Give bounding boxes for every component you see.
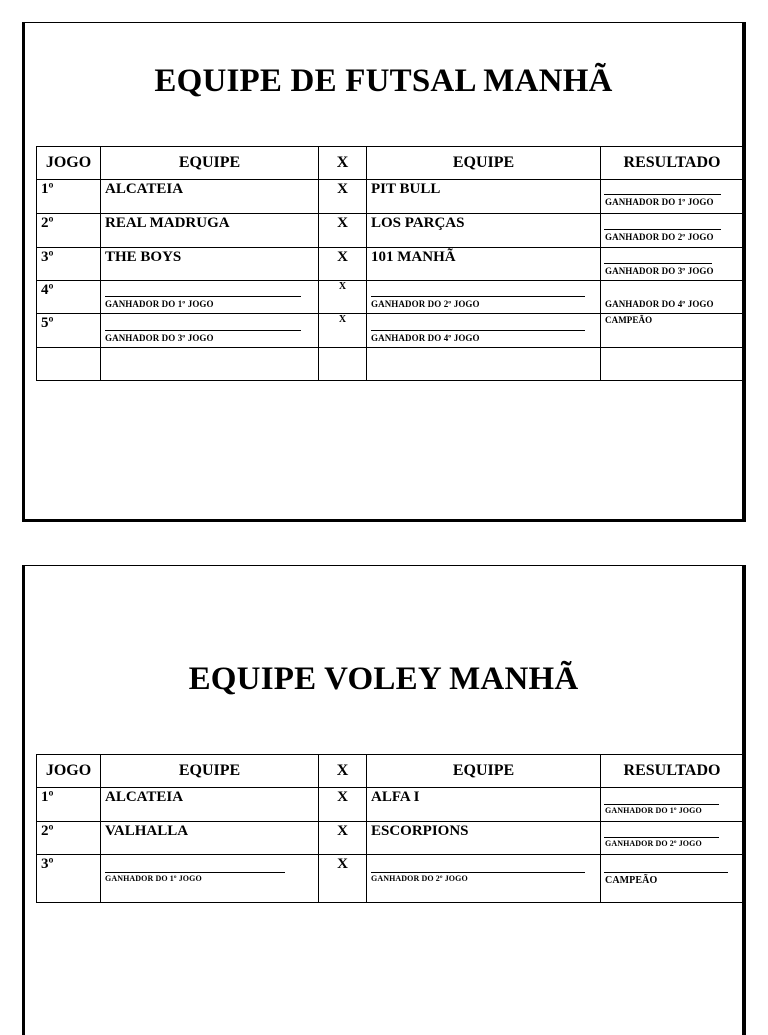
result-blank-line — [604, 194, 721, 195]
game-number: 5º — [41, 315, 54, 331]
table-row — [37, 180, 744, 214]
table-row — [37, 314, 744, 348]
futsal-header-row — [37, 147, 744, 180]
volei-header-row — [37, 755, 744, 788]
result-blank-line — [604, 872, 728, 873]
volei-table — [36, 754, 744, 903]
team-home: THE BOYS — [105, 249, 182, 265]
versus-mark: X — [337, 215, 348, 231]
header-equipe-1: EQUIPE — [101, 147, 319, 180]
team-blank-line — [105, 330, 301, 331]
team-away-caption: GANHADOR DO 2º JOGO — [371, 874, 468, 883]
versus-mark: X — [337, 789, 348, 805]
team-home: REAL MADRUGA — [105, 215, 230, 231]
team-home: VALHALLA — [105, 823, 189, 839]
versus-mark: X — [337, 249, 348, 265]
result-caption: GANHADOR DO 2º JOGO — [605, 232, 714, 242]
game-number: 1º — [41, 789, 54, 805]
result-caption: GANHADOR DO 4º JOGO — [605, 299, 714, 309]
team-away: LOS PARÇAS — [371, 215, 465, 231]
header-x: X — [319, 755, 367, 788]
versus-mark: X — [337, 856, 348, 872]
result-caption: GANHADOR DO 3º JOGO — [605, 266, 714, 276]
team-blank-line — [371, 296, 585, 297]
team-blank-line — [371, 872, 585, 873]
volei-title: EQUIPE VOLEY MANHÃ — [188, 661, 579, 697]
result-caption: GANHADOR DO 2º JOGO — [605, 839, 702, 848]
game-number: 2º — [41, 215, 54, 231]
result-blank-line — [604, 804, 719, 805]
team-away: ALFA I — [371, 789, 420, 805]
table-row — [37, 281, 744, 314]
table-row — [37, 855, 744, 903]
versus-mark: X — [337, 823, 348, 839]
futsal-table — [36, 146, 744, 381]
team-home: ALCATEIA — [105, 181, 184, 197]
futsal-title: EQUIPE DE FUTSAL MANHÃ — [154, 63, 613, 99]
versus-mark: X — [338, 314, 347, 325]
futsal-sheet — [22, 22, 746, 522]
team-away: 101 MANHÃ — [371, 249, 456, 265]
table-row — [37, 214, 744, 248]
result-caption: GANHADOR DO 1º JOGO — [605, 197, 714, 207]
team-blank-line — [105, 872, 285, 873]
header-jogo: JOGO — [37, 755, 101, 788]
team-away: PIT BULL — [371, 181, 441, 197]
versus-mark: X — [337, 181, 348, 197]
header-equipe-2: EQUIPE — [367, 755, 601, 788]
game-number: 3º — [41, 856, 54, 872]
team-away-caption: GANHADOR DO 2º JOGO — [371, 299, 480, 309]
header-resultado: RESULTADO — [601, 147, 744, 180]
table-row — [37, 822, 744, 855]
table-row-empty — [37, 348, 744, 381]
team-blank-line — [371, 330, 585, 331]
header-equipe-1: EQUIPE — [101, 755, 319, 788]
game-number: 3º — [41, 249, 54, 265]
versus-mark: X — [338, 281, 347, 292]
header-resultado: RESULTADO — [601, 755, 744, 788]
team-away-caption: GANHADOR DO 4º JOGO — [371, 333, 480, 343]
result-blank-line — [604, 263, 712, 264]
table-row — [37, 248, 744, 281]
team-home: ALCATEIA — [105, 789, 184, 805]
result-blank-line — [604, 229, 721, 230]
team-blank-line — [105, 296, 301, 297]
team-home-caption: GANHADOR DO 1º JOGO — [105, 299, 214, 309]
result-caption: CAMPEÃO — [605, 315, 653, 325]
volei-sheet — [22, 565, 746, 1035]
result-caption: GANHADOR DO 1º JOGO — [605, 806, 702, 815]
game-number: 1º — [41, 181, 54, 197]
team-home-caption: GANHADOR DO 1º JOGO — [105, 874, 202, 883]
result-caption: CAMPEÃO — [605, 875, 658, 886]
header-x: X — [319, 147, 367, 180]
header-equipe-2: EQUIPE — [367, 147, 601, 180]
result-blank-line — [604, 837, 719, 838]
game-number: 4º — [41, 282, 54, 298]
table-row — [37, 788, 744, 822]
team-away: ESCORPIONS — [371, 823, 469, 839]
header-jogo: JOGO — [37, 147, 101, 180]
team-home-caption: GANHADOR DO 3º JOGO — [105, 333, 214, 343]
game-number: 2º — [41, 823, 54, 839]
